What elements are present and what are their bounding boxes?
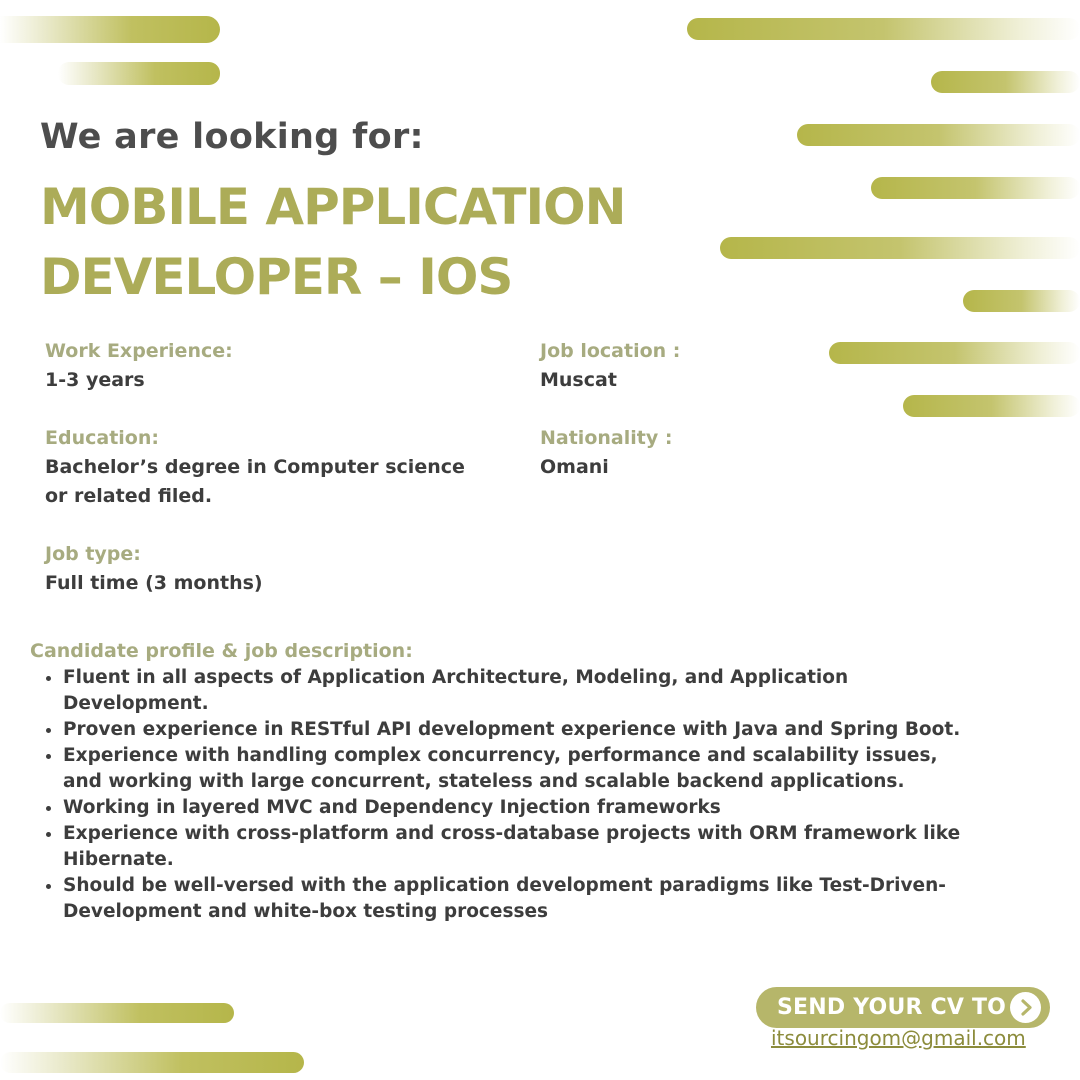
description-list xyxy=(30,665,973,925)
decor-stripe xyxy=(58,62,220,85)
job-type-value: Full time (3 months) xyxy=(45,572,263,594)
decor-stripe xyxy=(829,342,1080,364)
send-cv-button[interactable] xyxy=(756,987,1050,1028)
decor-stripe xyxy=(720,237,1080,259)
education-value-line2: or related filed. xyxy=(45,485,213,507)
job-title-line2: DEVELOPER – IOS xyxy=(40,248,513,306)
job-type-label: Job type: xyxy=(45,543,141,565)
decor-stripe xyxy=(931,71,1080,93)
list-item: • Should be well-versed with the application development paradigms like Test-Driven-Development and white-box testing processes xyxy=(63,873,973,925)
decor-stripe xyxy=(903,395,1080,417)
list-item: • Proven experience in RESTful API development experience with Java and Spring Boot. xyxy=(63,717,973,743)
education-label: Education: xyxy=(45,427,159,449)
work-experience-label: Work Experience: xyxy=(45,340,233,362)
nationality-label: Nationality : xyxy=(540,427,673,449)
decor-stripe xyxy=(797,124,1080,146)
job-location-label: Job location : xyxy=(540,340,681,362)
job-title xyxy=(40,172,680,312)
list-item: • Working in layered MVC and Dependency Injection frameworks xyxy=(63,795,973,821)
list-item: • Fluent in all aspects of Application Architecture, Modeling, and Application Development. xyxy=(63,665,973,717)
decor-stripe xyxy=(0,1003,234,1023)
nationality-value: Omani xyxy=(540,456,609,478)
decor-stripe xyxy=(963,290,1080,312)
work-experience-value: 1-3 years xyxy=(45,369,145,391)
intro-heading: We are looking for: xyxy=(40,117,424,157)
decor-stripe xyxy=(871,177,1080,199)
description-title: Candidate profile & job description: xyxy=(30,640,413,662)
decor-stripe xyxy=(0,16,220,43)
email-link[interactable]: itsourcingom@gmail.com xyxy=(771,1026,1026,1050)
education-value xyxy=(45,453,465,511)
send-cv-label: SEND YOUR CV TO xyxy=(777,995,1007,1020)
chevron-right-icon xyxy=(1010,992,1041,1023)
list-item: • Experience with handling complex concurrency, performance and scalability issues, and working with large concurrent, stateless and scalable backend applications. xyxy=(63,743,973,795)
decor-stripe xyxy=(0,1052,304,1073)
education-value-line1: Bachelor’s degree in Computer science xyxy=(45,456,465,478)
job-location-value: Muscat xyxy=(540,369,617,391)
decor-stripe xyxy=(687,18,1080,40)
job-title-line1: MOBILE APPLICATION xyxy=(40,178,626,236)
list-item: • Experience with cross-platform and cross-database projects with ORM framework like Hibernate. xyxy=(63,821,973,873)
